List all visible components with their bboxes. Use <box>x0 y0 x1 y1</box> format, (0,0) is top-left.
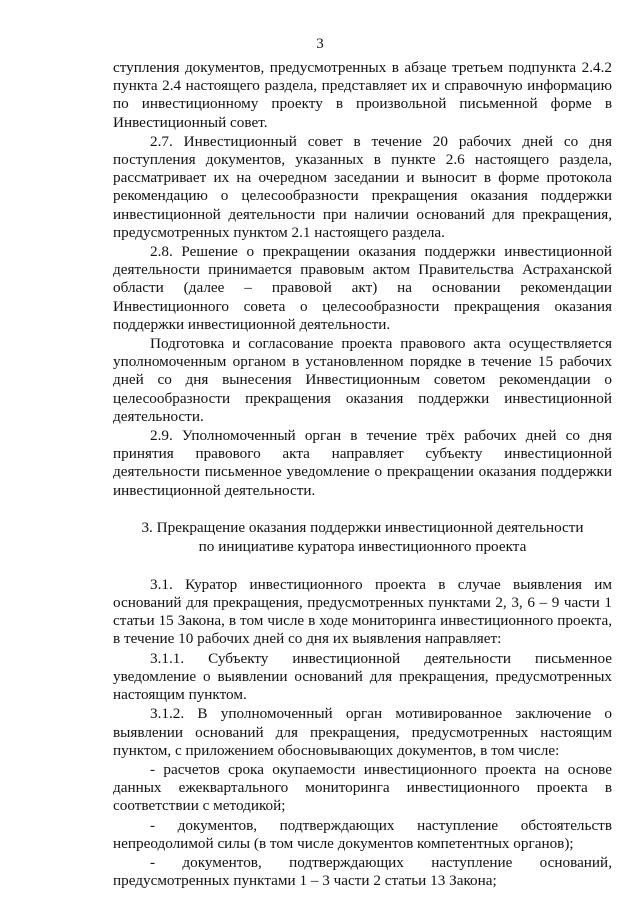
section-3-heading-line2: по инициативе куратора инвестиционного проекта <box>198 537 527 555</box>
document-body <box>113 59 612 891</box>
paragraph-preparation: Подготовка и согласование проекта правового акта осуществляется уполномоченным органом в установленном порядке в течение 15 рабочих дней со дня вынесения Инвестиционным советом рекомендации о целесообразности прекращения оказания поддержки инвестиционной деятельности. <box>113 335 612 425</box>
page-number: 3 <box>316 36 324 52</box>
list-item-grounds: - документов, подтверждающих наступление оснований, предусмотренных пунктами 1 – 3 части 2 статьи 13 Закона; <box>113 853 612 890</box>
section-3-heading-line1: 3. Прекращение оказания поддержки инвестиционной деятельности <box>141 518 584 536</box>
list-item-payback: - расчетов срока окупаемости инвестиционного проекта на основе данных ежеквартального мониторинга инвестиционного проекта в соответствии с методикой; <box>113 760 612 815</box>
paragraph-continuation: ступления документов, предусмотренных в абзаце третьем подпункта 2.4.2 пункта 2.4 настоящего раздела, представляет их и справочную информацию по инвестиционному проекту в произвольной письменной форме в Инвестиционный совет. <box>113 59 612 131</box>
paragraph-2-8: 2.8. Решение о прекращении оказания поддержки инвестиционной деятельности принимается правовым актом Правительства Астраханской области (далее – правовой акт) на основании рекомендации Инвестиционного совета о целесообразности прекращения оказания поддержки инвестиционной деятельности. <box>113 243 612 333</box>
paragraph-2-9: 2.9. Уполномоченный орган в течение трёх рабочих дней со дня принятия правового акта направляет субъекту инвестиционной деятельности письменное уведомление о прекращении оказания поддержки инвестиционной деятельности. <box>113 427 612 499</box>
paragraph-3-1-1: 3.1.1. Субъекту инвестиционной деятельности письменное уведомление о выявлении оснований для прекращения, предусмотренных настоящим пунктом. <box>113 649 612 704</box>
list-item-force-majeure: - документов, подтверждающих наступление обстоятельств непреодолимой силы (в том числе документов компетентных органов); <box>113 816 612 852</box>
section-3-heading <box>113 518 612 556</box>
paragraph-2-7: 2.7. Инвестиционный совет в течение 20 рабочих дней со дня поступления документов, указанных в пункте 2.6 настоящего раздела, рассматривает их на очередном заседании и выносит в форме протокола рекомендацию о целесообразности прекращения оказания поддержки инвестиционной деятельности при наличии оснований для прекращения, предусмотренных пунктом 2.1 настоящего раздела. <box>113 132 612 241</box>
paragraph-3-1-2: 3.1.2. В уполномоченный орган мотивированное заключение о выявлении оснований для прекращения, предусмотренных настоящим пунктом, с приложением обосновывающих документов, в том числе: <box>113 705 612 759</box>
paragraph-3-1: 3.1. Куратор инвестиционного проекта в случае выявления им оснований для прекращения, предусмотренных пунктами 2, 3, 6 – 9 части 1 статьи 15 Закона, в том числе в ходе мониторинга инвестиционного проекта, в течение 10 рабочих дней со дня их выявления направляет: <box>113 575 612 648</box>
